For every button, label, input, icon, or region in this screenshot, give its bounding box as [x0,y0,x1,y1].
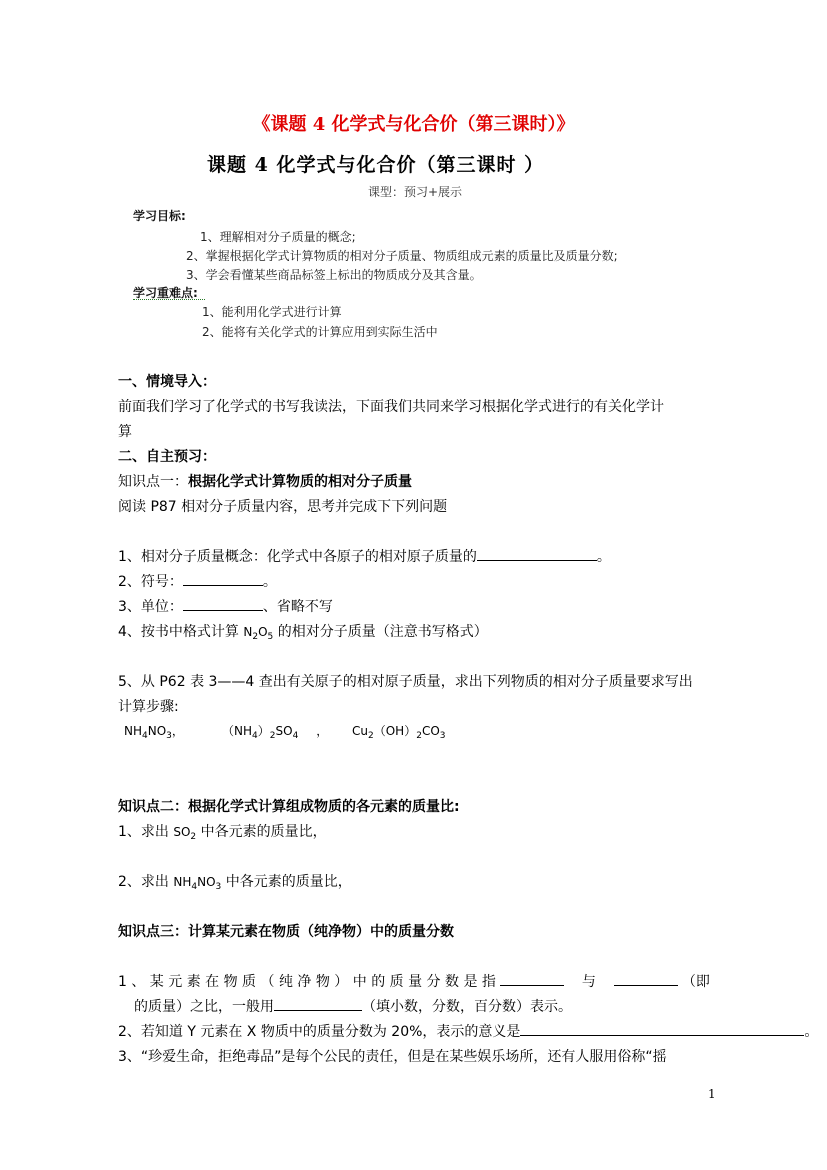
formula-part: NH [173,875,192,889]
kp2-question-1 [118,821,327,842]
question-4 [118,621,488,642]
answer-blank[interactable] [520,1021,804,1036]
question-5-cont: 计算步骤: [118,699,179,715]
section1-text: 前面我们学习了化学式的书写我读法，下面我们共同来学习根据化学式进行的有关化学计 [118,399,664,415]
key-item: 1、能利用化学式进行计算 [202,305,342,319]
formula-part: N [243,625,253,639]
section2-heading: 二、自主预习： [118,449,216,465]
scan-type-line: 课型：预习+展示 [368,185,463,199]
kp3-question-2 [118,1021,818,1041]
kp3-q1-cont-end: （填小数，分数，百分数）表示。 [362,999,572,1015]
question-1-end: 。 [596,549,611,565]
kp3-question-1 [118,971,710,991]
formula-subscript: 2 [252,632,259,642]
question-1-text: 1、相对分子质量概念：化学式中各原子的相对原子质量的 [118,549,477,565]
kp1-title: 根据化学式计算物质的相对分子质量 [188,474,412,490]
goal-item: 2、掌握根据化学式计算物质的相对分子质量、物质组成元素的质量比及质量分数; [186,249,618,263]
spellcheck-underline [133,296,205,300]
formula-subscript: 3 [166,731,172,741]
formula-cu2oh2co3 [352,722,446,741]
goals-heading: 学习目标: [133,209,186,223]
formula-subscript: 2 [367,731,374,741]
formula-part: ） [257,724,270,738]
page-number: 1 [708,1087,716,1101]
question-2-end: 。 [262,574,277,590]
kp2-q2-text: 2、求出 [118,874,174,890]
goal-item: 3、学会看懂某些商品标签上标出的物质成分及其含量。 [186,268,482,282]
question-4-end: 的相对分子质量（注意书写格式） [273,624,488,640]
kp3-question-1-cont [134,996,572,1016]
formula-subscript: 5 [267,632,274,642]
answer-blank[interactable] [477,546,597,561]
kp3-q1-text: 1 、 某 元 素 在 物 质 （ 纯 净 物 ） 中 的 质 量 分 数 是 指 [118,974,496,990]
kp2-q1-text: 1、求出 [118,824,174,840]
question-5: 5、从 P62 表 3——4 查出有关原子的相对原子质量，求出下列物质的相对分子质量要求写出 [118,674,693,690]
section1-heading: 一、情境导入： [118,374,216,390]
kp2-heading: 知识点二：根据化学式计算组成物质的各元素的质量比: [118,799,460,815]
formula-part: SO [173,825,191,839]
kp3-question-3: 3、“珍爱生命，拒绝毒品”是每个公民的责任，但是在某些娱乐场所，还有人服用俗称“摇 [118,1049,667,1065]
kp1-label: 知识点一： [118,474,188,490]
question-3-end: 、省略不写 [262,599,333,615]
kp3-q1-cont-text: 的质量）之比，一般用 [134,999,274,1015]
formula-part: CO [421,724,440,738]
kp3-q1-and: 与 [581,974,596,990]
answer-blank[interactable] [614,971,678,986]
question-1 [118,546,611,566]
knowledge-point-1 [118,471,412,491]
formula-part: Cu [352,724,368,738]
formula-part: ， [171,724,184,738]
kp2-question-2 [118,871,352,892]
kp2-q1-end: 中各元素的质量比， [196,824,327,840]
answer-blank[interactable] [183,596,263,611]
formula-part: O [258,625,268,639]
answer-blank[interactable] [183,571,263,586]
answer-blank[interactable] [274,996,362,1011]
formula-part: NO [197,875,216,889]
question-3 [118,596,333,616]
formula-part: （NH [222,724,253,738]
kp3-heading: 知识点三：计算某元素在物质（纯净物）中的质量分数 [118,924,454,940]
scan-title: 课题 4 化学式与化合价（第三课时 ） [207,154,545,176]
question-4-text: 4、按书中格式计算 [118,624,244,640]
formula-subscript: 3 [215,882,222,892]
kp3-q2-end: 。 [804,1024,819,1040]
kp3-q2-text: 2、若知道 Y 元素在 X 物质中的质量分数为 20%，表示的意义是 [118,1024,521,1040]
question-2 [118,571,277,591]
formula-subscript: 4 [252,731,258,741]
answer-blank[interactable] [500,971,564,986]
formula-subscript: 3 [439,731,446,741]
kp3-q1-end: （即 [681,974,710,990]
formula-subscript: 2 [416,731,422,741]
formula-subscript: 2 [190,832,197,842]
formula-part: NO [147,724,167,738]
goal-item: 1、理解相对分子质量的概念; [200,230,356,244]
formula-part: （OH） [373,724,417,738]
document-title: 《课题 4 化学式与化合价（第三课时）》 [252,114,575,135]
key-heading: 学习重难点: [133,286,198,300]
formula-subscript: 4 [142,731,148,741]
key-item: 2、能将有关化学式的计算应用到实际生活中 [202,325,438,339]
question-2-text: 2、符号： [118,574,183,590]
formula-part: ， [316,724,329,738]
formula-part: NH [124,724,142,738]
kp2-q2-end: 中各元素的质量比， [221,874,352,890]
formula-subscript: 4 [292,731,299,741]
formula-nh4-2so4 [222,722,328,741]
formula-part: SO [275,724,293,738]
question-3-text: 3、单位： [118,599,183,615]
section1-text-cont: 算 [118,424,132,440]
formula-nh4no3 [124,722,184,741]
formula-subscript: 4 [191,882,198,892]
read-instruction: 阅读 P87 相对分子质量内容，思考并完成下下列问题 [118,499,448,515]
formula-subscript: 2 [269,731,276,741]
